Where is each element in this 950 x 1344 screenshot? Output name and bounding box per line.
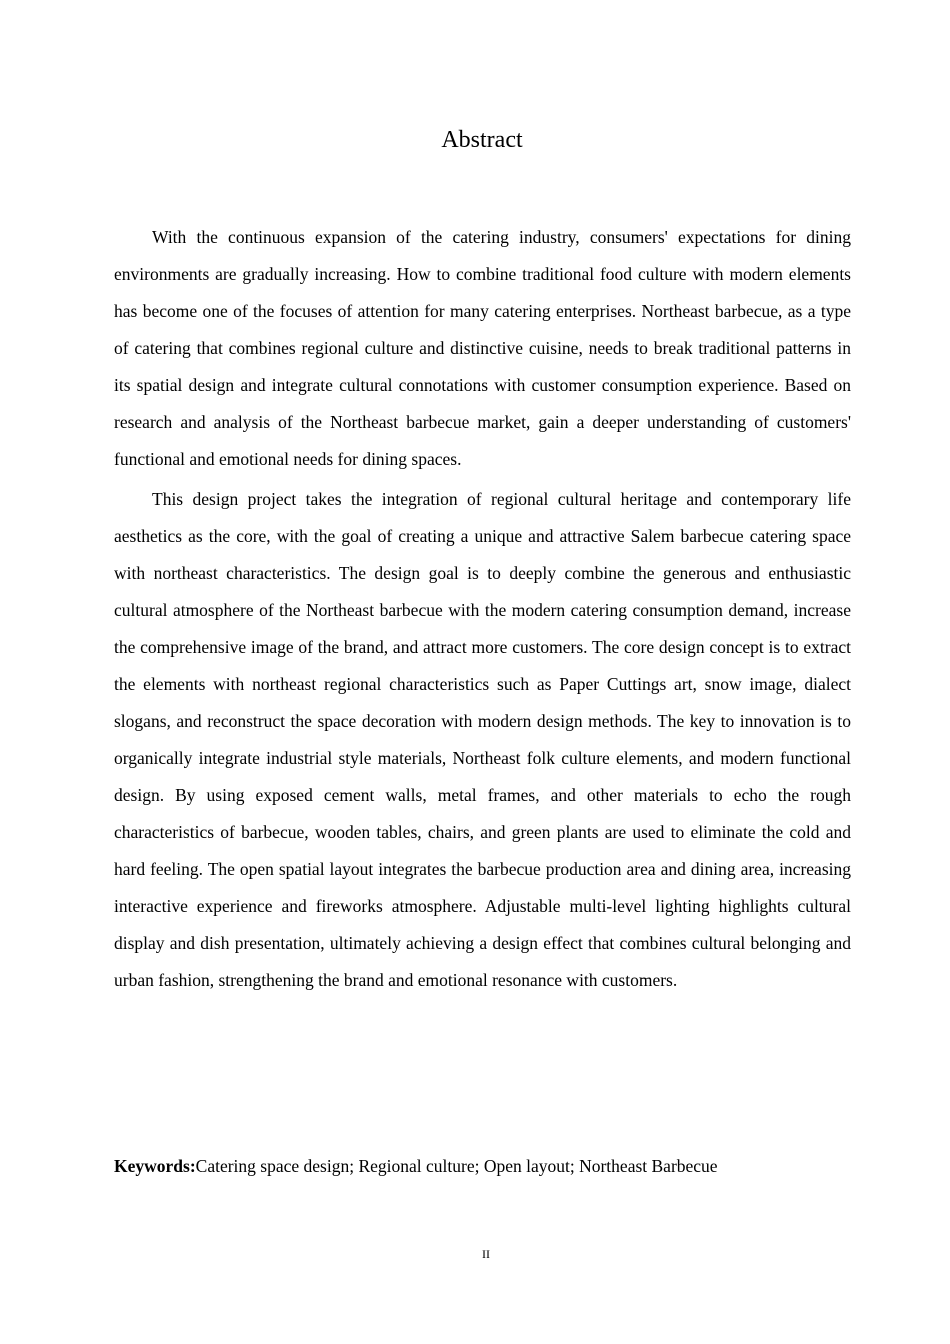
keywords-text: Catering space design; Regional culture; Open layout; Northeast Barbecue [195,1156,718,1176]
keywords-line [114,1152,851,1180]
abstract-paragraph-1: With the continuous expansion of the catering industry, consumers' expectations for dining environments are gradually increasing. How to combine traditional food culture with modern elements has become one of the focuses of attention for many catering enterprises. Northeast barbecue, as a type of catering that combines regional culture and distinctive cuisine, needs to break traditional patterns in its spatial design and integrate cultural connotations with customer consumption experience. Based on research and analysis of the Northeast barbecue market, gain a deeper understanding of customers' functional and emotional needs for dining spaces. [114,227,851,469]
abstract-paragraph-2: This design project takes the integration of regional cultural heritage and contemporary life aesthetics as the core, with the goal of creating a unique and attractive Salem barbecue catering space with northeast characteristics. The design goal is to deeply combine the generous and enthusiastic cultural atmosphere of the Northeast barbecue with the modern catering consumption demand, increase the comprehensive image of the brand, and attract more customers. The core design concept is to extract the elements with northeast regional characteristics such as Paper Cuttings art, snow image, dialect slogans, and reconstruct the space decoration with modern design methods. The key to innovation is to organically integrate industrial style materials, Northeast folk culture elements, and modern functional design. By using exposed cement walls, metal frames, and other materials to echo the rough characteristics of barbecue, wooden tables, chairs, and green plants are used to eliminate the cold and hard feeling. The open spatial layout integrates the barbecue production area and dining area, increasing interactive experience and fireworks atmosphere. Adjustable multi-level lighting highlights cultural display and dish presentation, ultimately achieving a design effect that combines cultural belonging and urban fashion, strengthening the brand and emotional resonance with customers. [114,489,851,990]
abstract-body [114,219,851,1002]
abstract-title: Abstract [441,127,523,153]
page-number: II [482,1247,490,1261]
keywords-label: Keywords: [114,1156,196,1176]
